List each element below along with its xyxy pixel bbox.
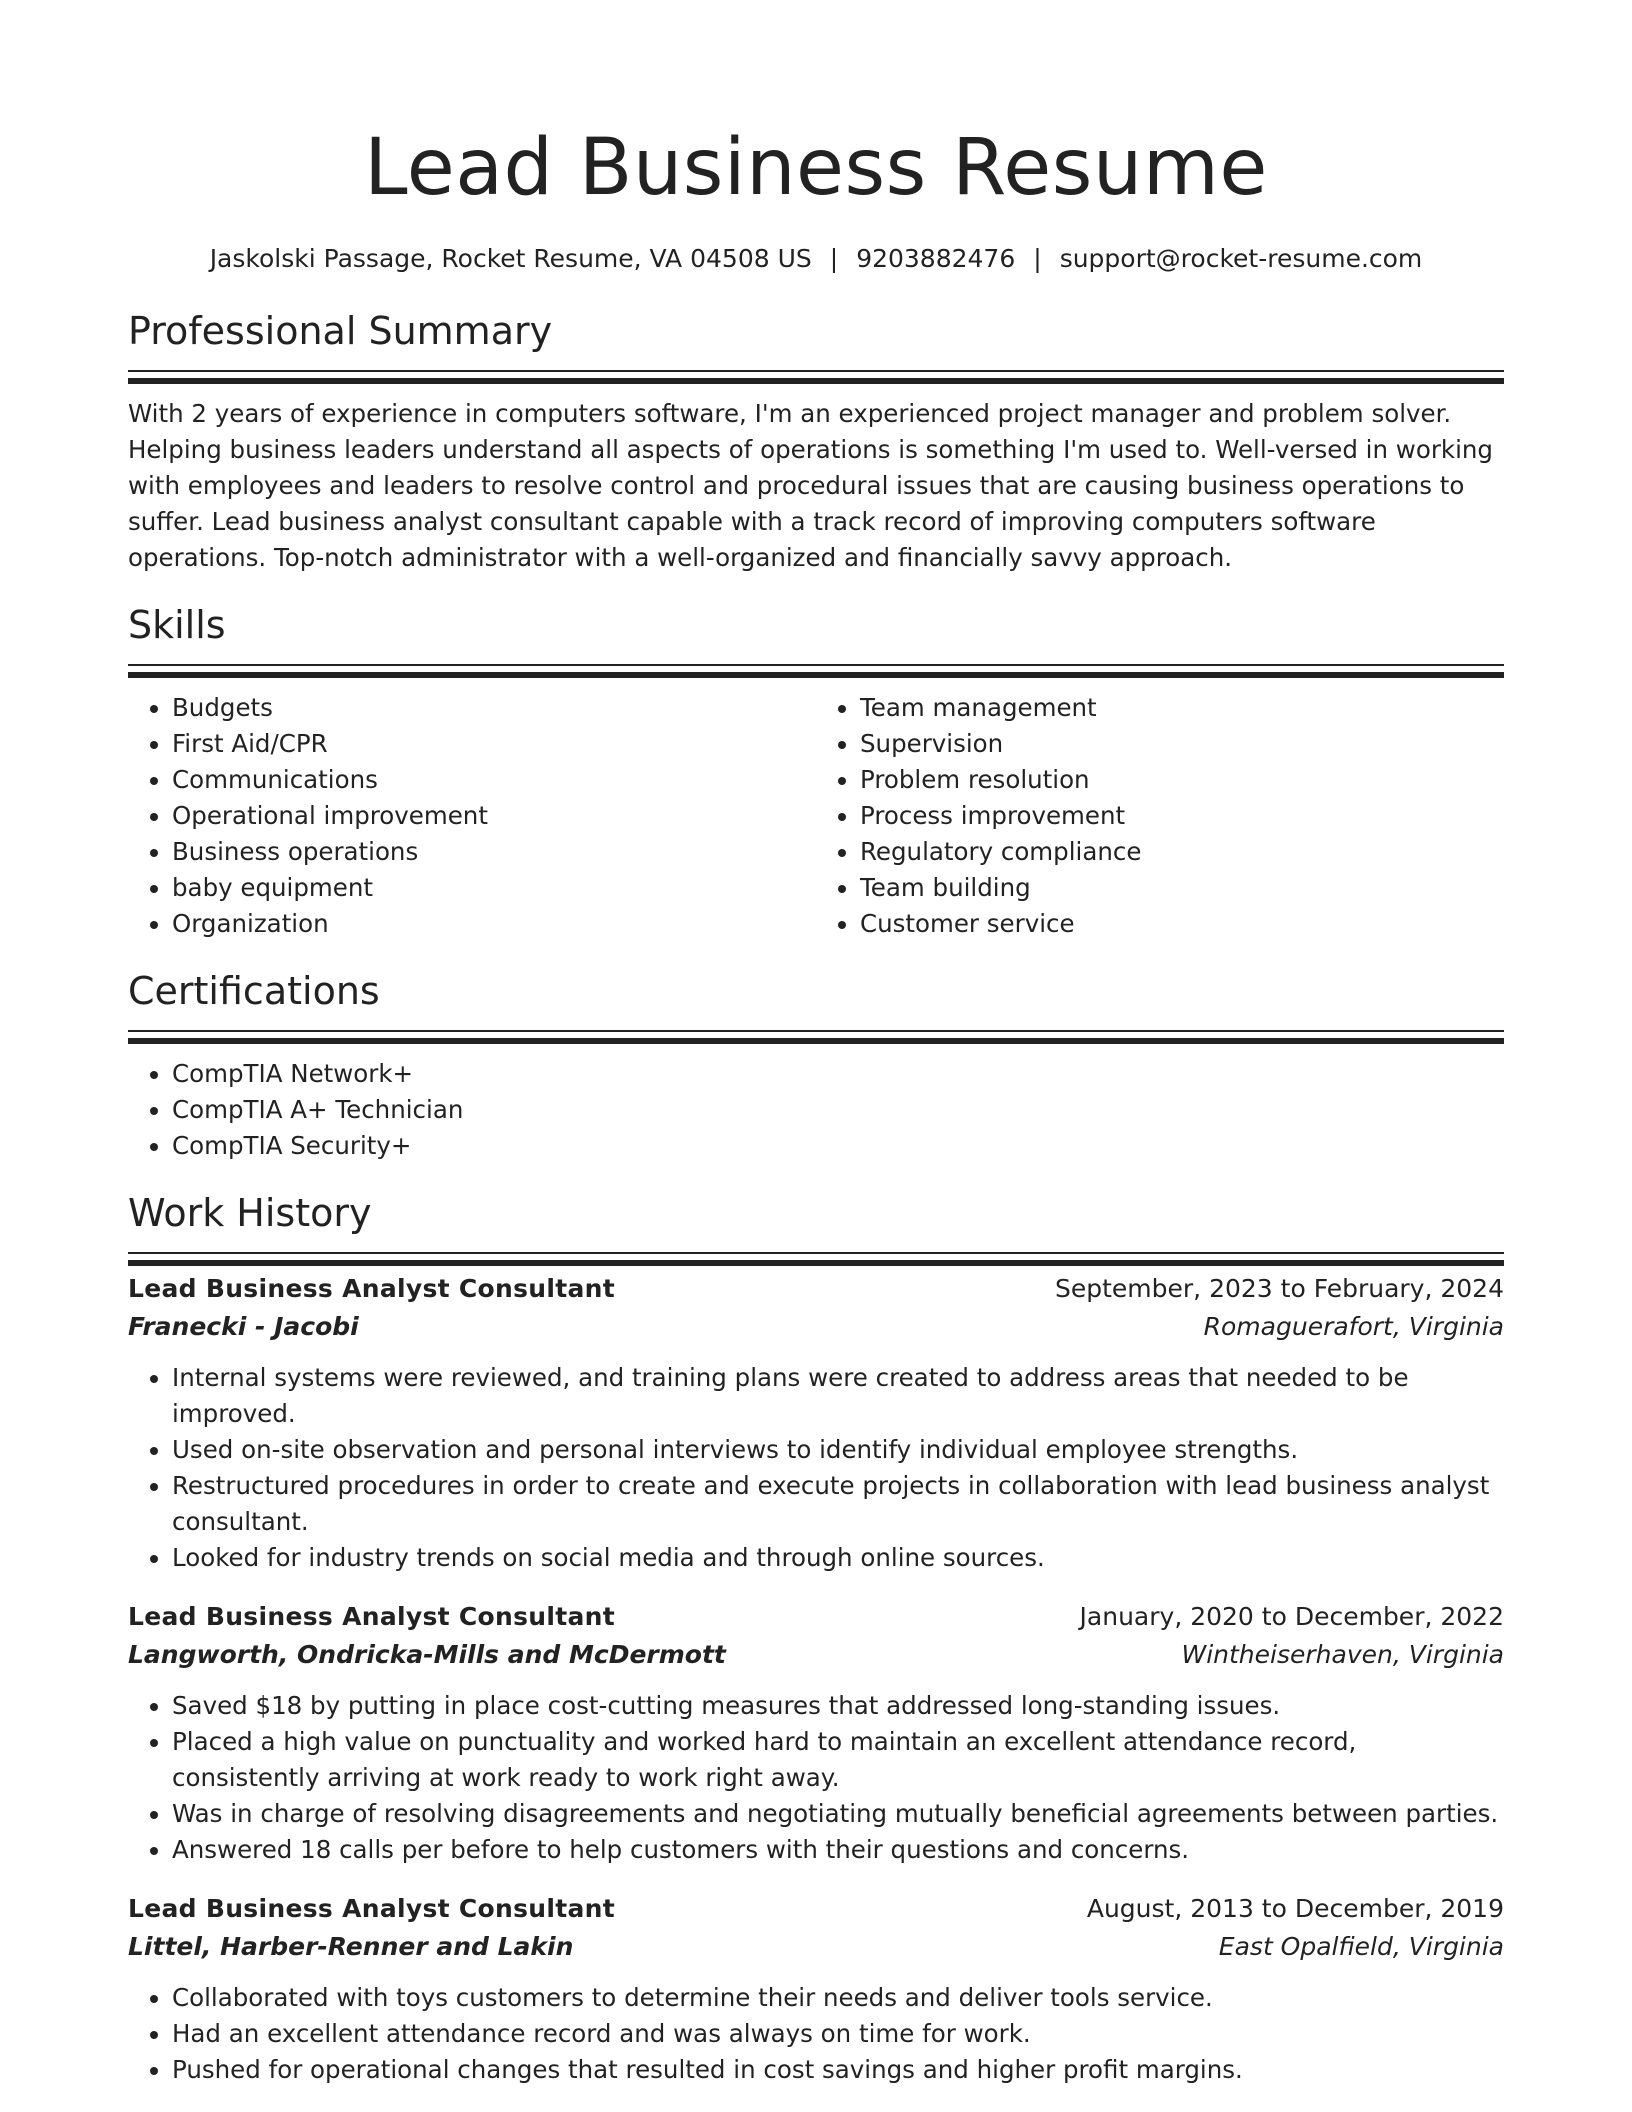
job-bullet: • Collaborated with toys customers to determine their needs and deliver tools service.	[172, 1980, 1504, 2016]
contact-email: support@rocket-resume.com	[1059, 244, 1423, 273]
skills-list-right	[816, 690, 1504, 942]
job-bullet: • Used on-site observation and personal interviews to identify individual employee strengths.	[172, 1432, 1504, 1468]
skill-item: • Team building	[860, 870, 1504, 906]
skill-item: • Operational improvement	[172, 798, 816, 834]
job-dates: August, 2013 to December, 2019	[1086, 1894, 1504, 1923]
skill-item: • Team management	[860, 690, 1504, 726]
contact-line	[128, 242, 1504, 276]
job-bullet-list	[128, 1360, 1504, 1576]
skill-item: • First Aid/CPR	[172, 726, 816, 762]
job-entry	[128, 1270, 1504, 1576]
job-location: East Opalfield, Virginia	[1218, 1932, 1504, 1961]
skill-item: • Customer service	[860, 906, 1504, 942]
skill-item: • Organization	[172, 906, 816, 942]
certification-item: • CompTIA Security+	[172, 1128, 1504, 1164]
section-heading-summary: Professional Summary	[128, 309, 553, 353]
job-bullet: • Saved $18 by putting in place cost-cutting measures that addressed long-standing issues.	[172, 1688, 1504, 1724]
job-bullet-list	[128, 1980, 1504, 2088]
section-heading-work-history: Work History	[128, 1191, 372, 1235]
job-header-row	[128, 1270, 1504, 1308]
section-heading-certifications: Certifications	[128, 969, 380, 1013]
certification-item: • CompTIA A+ Technician	[172, 1092, 1504, 1128]
job-title: Lead Business Analyst Consultant	[128, 1274, 616, 1303]
skill-item: • Business operations	[172, 834, 816, 870]
skill-item: • Problem resolution	[860, 762, 1504, 798]
skill-item: • baby equipment	[172, 870, 816, 906]
contact-separator: |	[829, 244, 839, 273]
summary-paragraph: With 2 years of experience in computers software, I'm an experienced project manager and problem solver. Helping business leaders understand all aspects of operations is something I'm used to. Well-versed in working with employees and leaders to resolve control and procedural issues that are causing business operations to suffer. Lead business analyst consultant capable with a track record of improving computers software operations. Top-notch administrator with a well-organized and financially savvy approach.	[128, 399, 1493, 572]
job-bullet: • Placed a high value on punctuality and worked hard to maintain an excellent attendance record, consistently arriving at work ready to work right away.	[172, 1724, 1504, 1796]
certifications-section	[128, 966, 1504, 1164]
job-bullet: • Internal systems were reviewed, and training plans were created to address areas that needed to be improved.	[172, 1360, 1504, 1432]
contact-phone: 9203882476	[856, 244, 1016, 273]
certification-item: • CompTIA Network+	[172, 1056, 1504, 1092]
job-title: Lead Business Analyst Consultant	[128, 1602, 616, 1631]
job-subheader-row	[128, 1636, 1504, 1674]
skill-item: • Communications	[172, 762, 816, 798]
job-subheader-row	[128, 1928, 1504, 1966]
skills-list-left	[128, 690, 816, 942]
job-entry	[128, 1890, 1504, 2088]
job-company: Franecki - Jacobi	[128, 1312, 359, 1341]
job-dates: January, 2020 to December, 2022	[1079, 1602, 1504, 1631]
job-bullet: • Had an excellent attendance record and was always on time for work.	[172, 2016, 1504, 2052]
skills-column-left	[128, 690, 816, 942]
job-bullet: • Was in charge of resolving disagreements and negotiating mutually beneficial agreements between parties.	[172, 1796, 1504, 1832]
job-bullet-list	[128, 1688, 1504, 1868]
work-history-section	[128, 1188, 1504, 2088]
skill-item: • Process improvement	[860, 798, 1504, 834]
job-bullet: • Answered 18 calls per before to help customers with their questions and concerns.	[172, 1832, 1504, 1868]
section-heading-skills: Skills	[128, 603, 226, 647]
job-entry	[128, 1598, 1504, 1868]
summary-section	[128, 306, 1504, 576]
section-divider	[128, 370, 1504, 372]
job-header-row	[128, 1598, 1504, 1636]
skills-section	[128, 600, 1504, 942]
job-subheader-row	[128, 1308, 1504, 1346]
job-location: Wintheiserhaven, Virginia	[1181, 1640, 1504, 1669]
job-location: Romaguerafort, Virginia	[1203, 1312, 1504, 1341]
skill-item: • Budgets	[172, 690, 816, 726]
certifications-list	[128, 1056, 1504, 1164]
section-divider	[128, 1252, 1504, 1254]
section-divider	[128, 664, 1504, 666]
job-bullet: • Restructured procedures in order to create and execute projects in collaboration with lead business analyst consultant.	[172, 1468, 1504, 1540]
skills-column-right	[816, 690, 1504, 942]
job-company: Langworth, Ondricka-Mills and McDermott	[128, 1640, 726, 1669]
job-company: Littel, Harber-Renner and Lakin	[128, 1932, 574, 1961]
skill-item: • Supervision	[860, 726, 1504, 762]
resume-title: Lead Business Resume	[364, 123, 1268, 213]
job-dates: September, 2023 to February, 2024	[1055, 1274, 1504, 1303]
skill-item: • Regulatory compliance	[860, 834, 1504, 870]
job-header-row	[128, 1890, 1504, 1928]
job-bullet: • Looked for industry trends on social media and through online sources.	[172, 1540, 1504, 1576]
contact-separator: |	[1033, 244, 1042, 273]
job-bullet: • Pushed for operational changes that resulted in cost savings and higher profit margins.	[172, 2052, 1504, 2088]
skills-grid	[128, 690, 1504, 942]
contact-address: Jaskolski Passage, Rocket Resume, VA 04508 US	[209, 244, 812, 273]
job-title: Lead Business Analyst Consultant	[128, 1894, 616, 1923]
section-divider	[128, 1030, 1504, 1032]
